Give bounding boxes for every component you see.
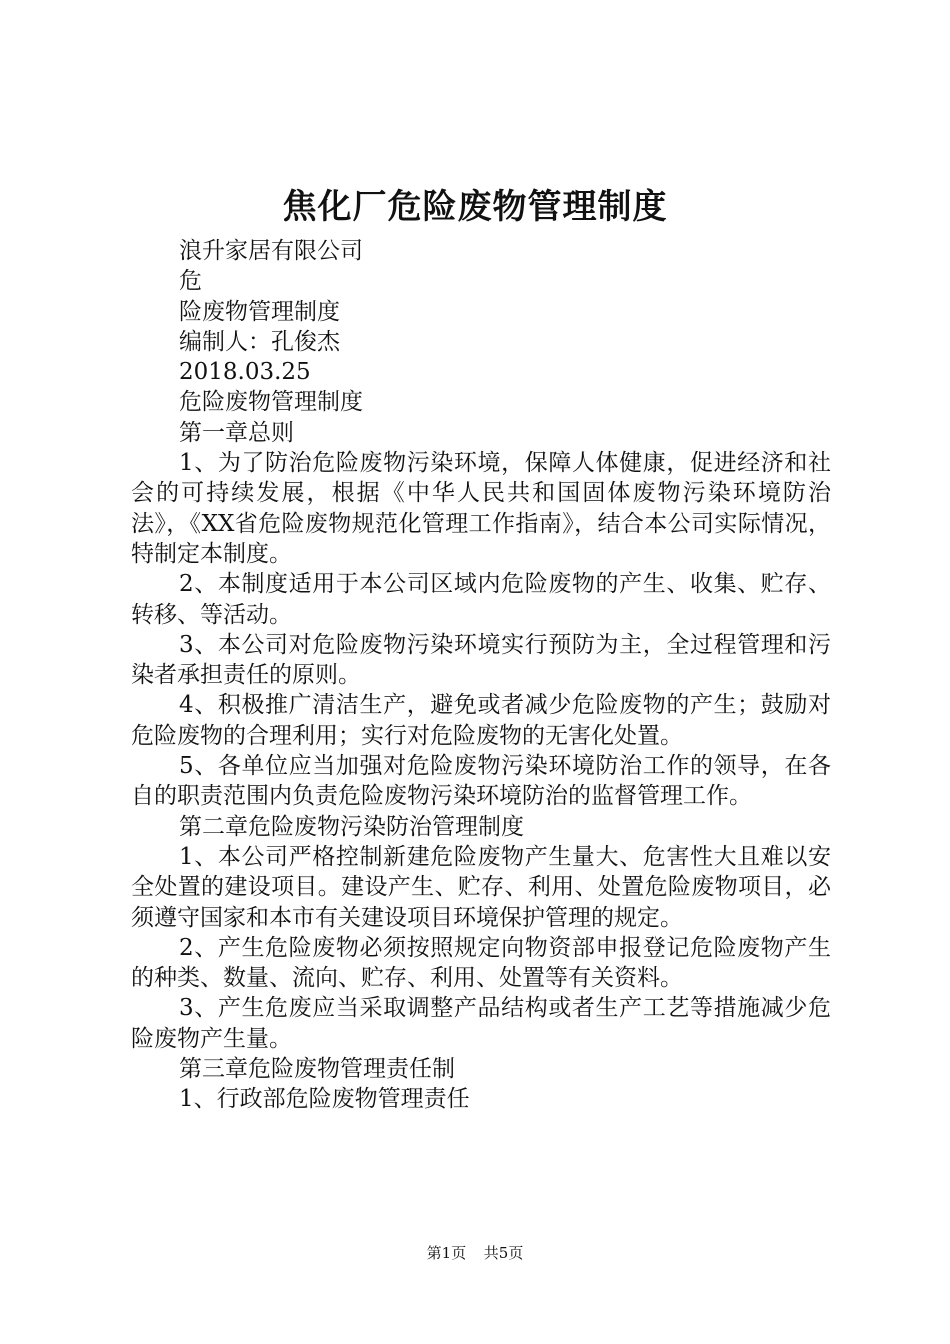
cover-line: 险废物管理制度 (179, 298, 340, 325)
chapter-heading: 第二章危险废物污染防治管理制度 (179, 813, 524, 840)
document-title: 焦化厂危险废物管理制度 (282, 187, 668, 227)
paragraph: 2、产生危险废物必须按照规定向物资部申报登记危险废物产生的种类、数量、流向、贮存、利用、处置等有关资料。 (131, 934, 831, 992)
chapter-heading: 第一章总则 (179, 419, 294, 446)
paragraph: 2、本制度适用于本公司区域内危险废物的产生、收集、贮存、转移、等活动。 (131, 571, 831, 628)
paragraph: 4、积极推广清洁生产，避免或者减少危险废物的产生；鼓励对危险废物的合理利用；实行对危险废物的无害化处置。 (131, 692, 831, 749)
paragraph: 3、产生危废应当采取调整产品结构或者生产工艺等措施减少危险废物产生量。 (131, 995, 831, 1052)
cover-line: 危 (179, 268, 202, 295)
author-line: 编制人：孔俊杰 (179, 328, 340, 355)
company-name: 浪升家居有限公司 (179, 238, 363, 264)
page-footer (0, 1243, 950, 1263)
section-heading: 危险废物管理制度 (179, 389, 363, 416)
document-body (131, 236, 831, 1115)
chapter-heading: 第三章危险废物管理责任制 (179, 1056, 455, 1083)
page-total: 共5页 (483, 1244, 524, 1262)
paragraph: 3、本公司对危险废物污染环境实行预防为主，全过程管理和污染者承担责任的原则。 (131, 631, 831, 689)
page-number: 第1页 (426, 1244, 467, 1262)
paragraph: 1、本公司严格控制新建危险废物产生量大、危害性大且难以安全处置的建设项目。建设产生、贮存、利用、处置危险废物项目，必须遵守国家和本市有关建设项目环境保护管理的规定。 (131, 843, 831, 931)
paragraph: 1、行政部危险废物管理责任 (179, 1086, 470, 1113)
date-line: 2018.03.25 (179, 359, 311, 386)
paragraph: 5、各单位应当加强对危险废物污染环境防治工作的领导，在各自的职责范围内负责危险废物污染环境防治的监督管理工作。 (131, 753, 831, 810)
paragraph: 1、为了防治危险废物污染环境，保障人体健康，促进经济和社会的可持续发展，根据《中华人民共和国固体废物污染环境防治法》，《XX省危险废物规范化管理工作指南》，结合本公司实际情况，特制定本制度。 (131, 450, 831, 567)
